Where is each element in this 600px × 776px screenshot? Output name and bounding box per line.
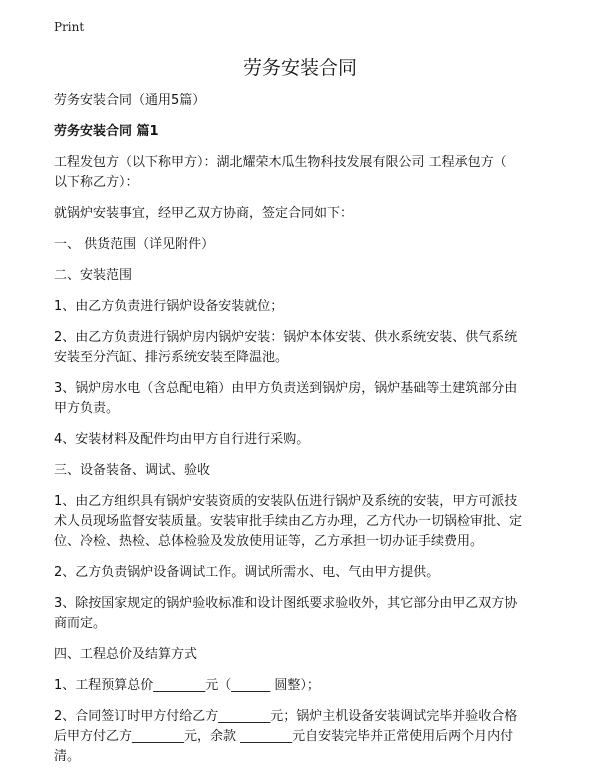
section-2-item-2-line-2: 安装至分汽缸、排污系统安装至降温池。 xyxy=(54,350,289,365)
section-2-item-3-line-2: 甲方负责。 xyxy=(54,401,120,416)
party-line-2: 以下称乙方）： xyxy=(54,175,139,190)
section-4-item-1: 1、工程预算总价________元（______ 圆整）； xyxy=(54,678,320,693)
section-3-heading: 三、设备装备、调试、验收 xyxy=(54,463,211,478)
section-3-item-1-line-3: 位、冷检、热检、总体检验及发放使用证等，乙方承担一切办证手续费用。 xyxy=(54,534,484,549)
section-4-heading: 四、工程总价及结算方式 xyxy=(54,647,198,662)
section-3-item-1-line-1: 1、由乙方组织具有锅炉安装资质的安装队伍进行锅炉及系统的安装，甲方可派技 xyxy=(54,494,518,509)
section-4-item-2-line-1: 2、合同签订时甲方付给乙方________元；锅炉主机设备安装调试完毕并验收合格 xyxy=(54,709,518,724)
intro-paragraph: 就锅炉安装事宜，经甲乙双方协商，签定合同如下： xyxy=(54,206,354,221)
section-4-item-2-line-2: 后甲方付乙方________元，余款 ________元自安装完毕并正常使用后两个月内付 xyxy=(54,729,514,744)
section-2-item-4: 4、安装材料及配件均由甲方自行进行采购。 xyxy=(54,432,310,447)
section-2-heading: 二、安装范围 xyxy=(54,268,133,283)
section-3-item-3-line-2: 商而定。 xyxy=(54,616,107,631)
section-3-item-1-line-2: 术人员现场监督安装质量。安装审批手续由乙方办理，乙方代办一切锅检审批、定 xyxy=(54,514,523,529)
section-1-heading: 一、 供货范围（详见附件） xyxy=(54,237,215,252)
print-link[interactable]: Print xyxy=(54,20,85,34)
document-subtitle: 劳务安装合同（通用5篇） xyxy=(54,93,206,108)
section-3-item-2: 2、乙方负责锅炉设备调试工作。调试所需水、电、气由甲方提供。 xyxy=(54,565,440,580)
section-3-item-3-line-1: 3、除按国家规定的锅炉验收标准和设计图纸要求验收外，其它部分由甲乙双方协 xyxy=(54,596,518,611)
document-title: 劳务安装合同 xyxy=(242,57,357,79)
section-heading: 劳务安装合同 篇1 xyxy=(54,124,159,139)
section-2-item-1: 1、由乙方负责进行锅炉设备安装就位； xyxy=(54,299,284,314)
section-2-item-3-line-1: 3、锅炉房水电（含总配电箱）由甲方负责送到锅炉房，锅炉基础等土建筑部分由 xyxy=(54,381,518,396)
party-line-1: 工程发包方（以下称甲方）：湖北耀荣木瓜生物科技发展有限公司 工程承包方（ xyxy=(54,155,507,170)
section-4-item-2-line-3: 清。 xyxy=(54,749,81,764)
section-2-item-2-line-1: 2、由乙方负责进行锅炉房内锅炉安装：锅炉本体安装、供水系统安装、供气系统 xyxy=(54,330,518,345)
